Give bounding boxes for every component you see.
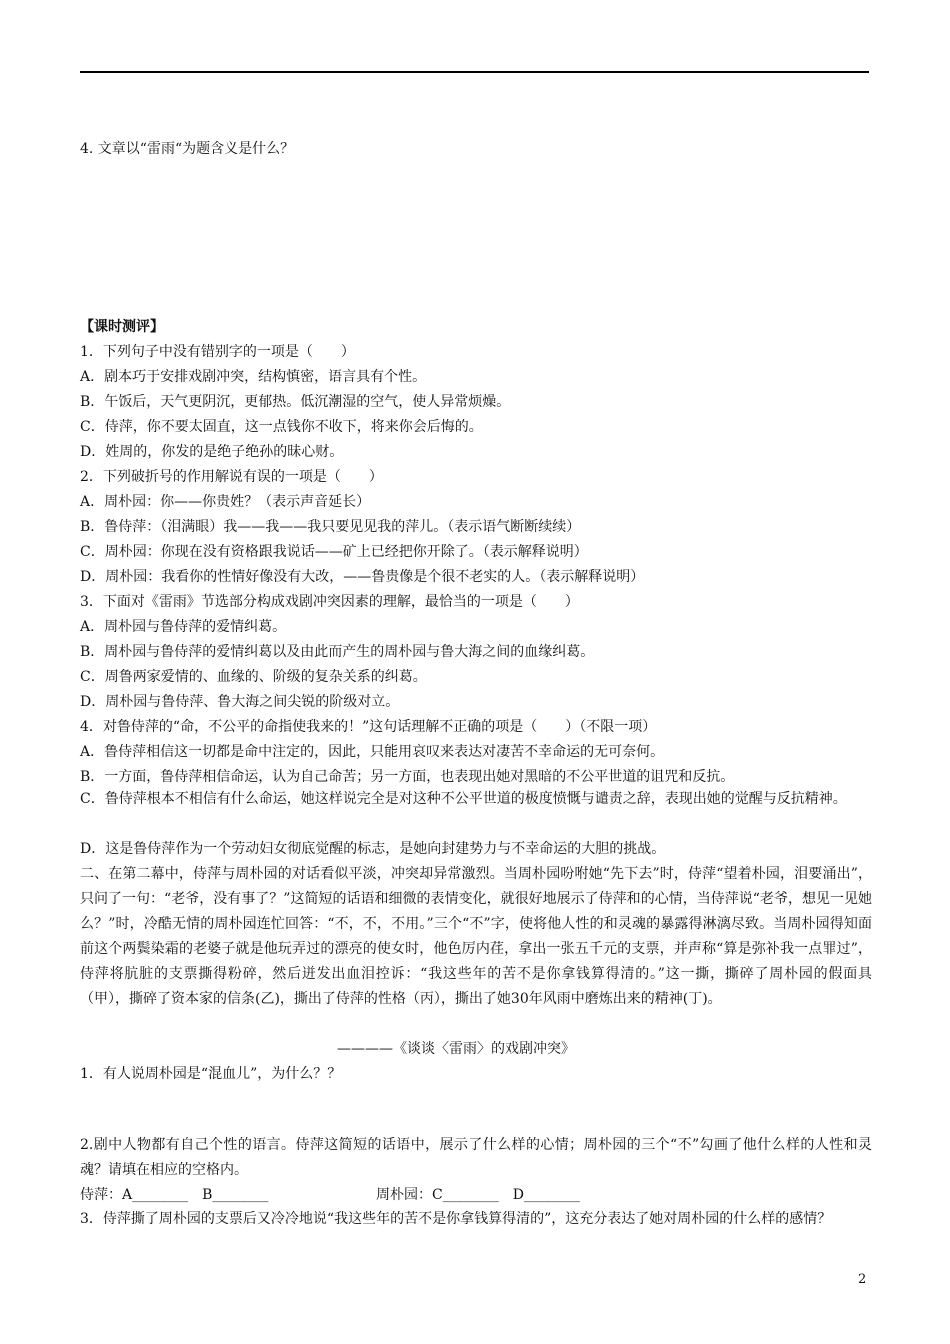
passage-source: ————《谈谈〈雷雨〉的戏剧冲突》 bbox=[337, 1041, 575, 1057]
exercise-line: D．姓周的，你发的是绝子绝孙的昧心财。 bbox=[80, 444, 344, 460]
question-2-3: 3．侍萍撕了周朴园的支票后又冷冷地说“我这些年的苦不是你拿钱算得清的”，这充分表达了她对周朴园的什么样的感情？ bbox=[80, 1211, 832, 1227]
question-4-heading: 4. 文章以“雷雨“为题含义是什么？ bbox=[80, 141, 295, 157]
reading-passage: 二、在第二幕中，侍萍与周朴园的对话看似平淡，冲突却异常激烈。当周朴园吩咐她“先下去”时，侍萍“望着朴园，泪要涌出”，只问了一句：“老爷，没有事了？”这简短的话语和细微的表情变化，就很好地展示了侍萍和的心情，当侍萍说“老爷，想见一见她么？”时，冷酷无情的周朴园连忙回答：“不，不，不用。”三个“不”字，使将他人性的和灵魂的暴露得淋漓尽致。当周朴园得知面前这个两鬓染霜的老婆子就是他玩弄过的漂亮的使女时，他色厉内荏，拿出一张五千元的支票，并声称“算是弥补我一点罪过”，侍萍将肮脏的支票撕得粉碎，然后迸发出血泪控诉：“我这些年的苦不是你拿钱算得清的。”这一撕，撕碎了周朴园的假面具（甲），撕碎了资本家的信条(乙)，撕出了侍萍的性格（丙），撕出了她30年风雨中磨炼出来的精神(丁)。 bbox=[80, 866, 872, 1007]
exercise-line: A．周朴园：你——你贵姓？（表示声音延长） bbox=[80, 494, 371, 510]
blanks-zhou-puyuan: 周朴园：C________ D________ bbox=[376, 1187, 580, 1203]
option-d-q4: D．这是鲁侍萍作为一个劳动妇女彻底觉醒的标志，是她向封建势力与不幸命运的大胆的挑战。 bbox=[80, 841, 666, 857]
question-2-2: 2.剧中人物都有自己个性的语言。侍萍这简短的话语中，展示了什么样的心情；周朴园的三个“不”勾画了他什么样的人性和灵魂？请填在相应的空格内。 bbox=[80, 1137, 872, 1178]
exercise-line: B．周朴园与鲁侍萍的爱情纠葛以及由此而产生的周朴园与鲁大海之间的血缘纠葛。 bbox=[80, 644, 595, 660]
exercise-line: 3．下面对《雷雨》节选部分构成戏剧冲突因素的理解，最恰当的一项是（ ） bbox=[80, 594, 579, 610]
exercise-line: D．周朴园：我看你的性情好像没有大改，——鲁贵像是个很不老实的人。（表示解释说明） bbox=[80, 569, 645, 585]
exercise-line: 2．下列破折号的作用解说有误的一项是（ ） bbox=[80, 469, 383, 485]
exercise-line: C．周鲁两家爱情的、血缘的、阶级的复杂关系的纠葛。 bbox=[80, 669, 427, 685]
exercise-line: 1．下列句子中没有错别字的一项是（ ） bbox=[80, 344, 355, 360]
section-title: 【课时测评】 bbox=[80, 319, 164, 335]
blanks-shiping: 侍萍：A________ B________ bbox=[80, 1187, 269, 1203]
exercise-line: A．鲁侍萍相信这一切都是命中注定的，因此，只能用哀叹来表达对凄苦不幸命运的无可奈何。 bbox=[80, 744, 665, 760]
exercise-line: A．剧本巧于安排戏剧冲突，结构慎密，语言具有个性。 bbox=[80, 369, 427, 385]
question-2-1: 1．有人说周朴园是“混血儿”，为什么？？ bbox=[80, 1066, 342, 1082]
exercise-line: 4．对鲁侍萍的“命，不公平的命指使我来的！”这句话理解不正确的项是（ ）（不限一项） bbox=[80, 719, 657, 735]
exercise-line: B．鲁侍萍：（泪满眼）我——我——我只要见见我的萍儿。（表示语气断断续续） bbox=[80, 519, 581, 535]
header-rule bbox=[80, 71, 869, 73]
exercise-line: C．周朴园：你现在没有资格跟我说话——矿上已经把你开除了。（表示解释说明） bbox=[80, 544, 588, 560]
exercise-line: B．一方面，鲁侍萍相信命运，认为自己命苦；另一方面，也表现出她对黑暗的不公平世道的诅咒和反抗。 bbox=[80, 769, 735, 785]
exercise-line: C．侍萍，你不要太固直，这一点钱你不收下，将来你会后悔的。 bbox=[80, 419, 483, 435]
exercise-line: A．周朴园与鲁侍萍的爱情纠葛。 bbox=[80, 619, 287, 635]
exercise-line: B．午饭后，天气更阴沉，更郁热。低沉潮湿的空气，使人异常烦燥。 bbox=[80, 394, 511, 410]
page-number: 2 bbox=[858, 1272, 867, 1287]
exercise-line: D．周朴园与鲁侍萍、鲁大海之间尖锐的阶级对立。 bbox=[80, 694, 400, 710]
option-c-q4: C．鲁侍萍根本不相信有什么命运，她这样说完全是对这种不公平世道的极度愤慨与谴责之辞，表现出她的觉醒与反抗精神。 bbox=[80, 791, 847, 807]
